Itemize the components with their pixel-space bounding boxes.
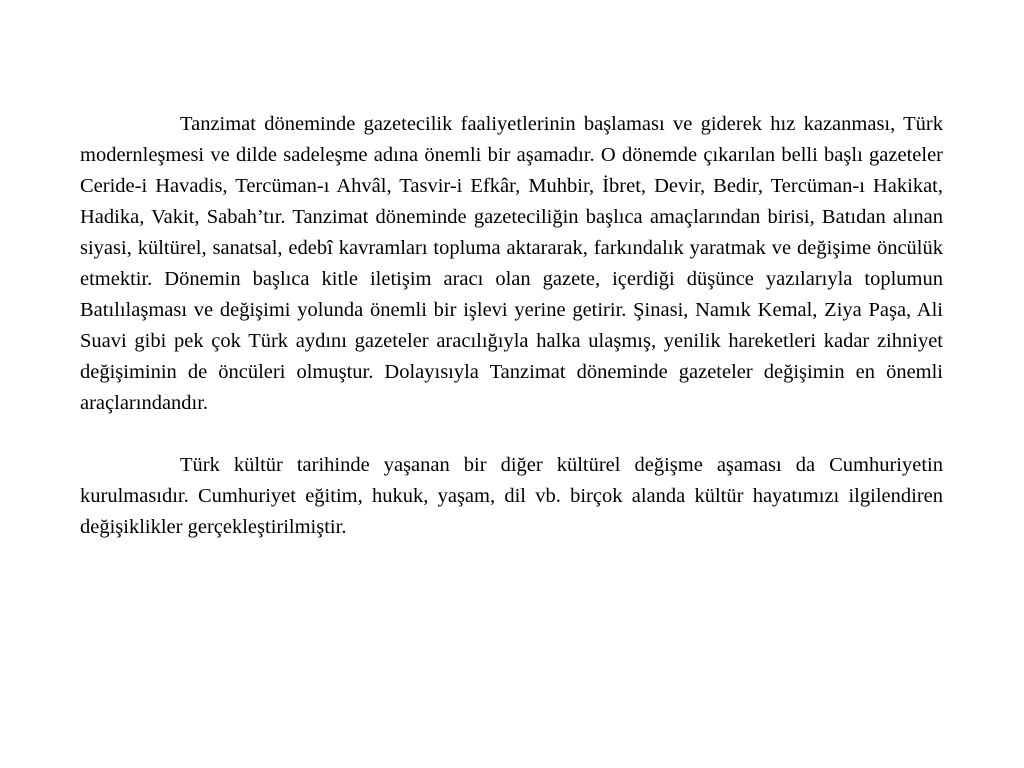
text-body	[80, 109, 943, 543]
paragraph-tanzimat-press: Tanzimat döneminde gazetecilik faaliyetlerinin başlaması ve giderek hız kazanması, Türk modernleşmesi ve dilde sadeleşme adına önemli bir aşamadır. O dönemde çıkarılan belli başlı gazeteler Ceride-i Havadis, Tercüman-ı Ahvâl, Tasvir-i Efkâr, Muhbir, İbret, Devir, Bedir, Tercüman-ı Hakikat, Hadika, Vakit, Sabah’tır. Tanzimat döneminde gazeteciliğin başlıca amaçlarından birisi, Batıdan alınan siyasi, kültürel, sanatsal, edebî kavramları topluma aktararak, farkındalık yaratmak ve değişime öncülük etmektir. Dönemin başlıca kitle iletişim aracı olan gazete, içerdiği düşünce yazılarıyla toplumun Batılılaşması ve değişimi yolunda önemli bir işlevi yerine getirir. Şinasi, Namık Kemal, Ziya Paşa, Ali Suavi gibi pek çok Türk aydını gazeteler aracılığıyla halka ulaşmış, yenilik hareketleri kadar zihniyet değişiminin de öncüleri olmuştur. Dolayısıyla Tanzimat döneminde gazeteler değişimin en önemli araçlarındandır.	[80, 113, 943, 414]
paragraph-republic-change: Türk kültür tarihinde yaşanan bir diğer kültürel değişme aşaması da Cumhuriyetin kurulmasıdır. Cumhuriyet eğitim, hukuk, yaşam, dil vb. birçok alanda kültür hayatımızı ilgilendiren değişiklikler gerçekleştirilmiştir.	[80, 454, 943, 538]
